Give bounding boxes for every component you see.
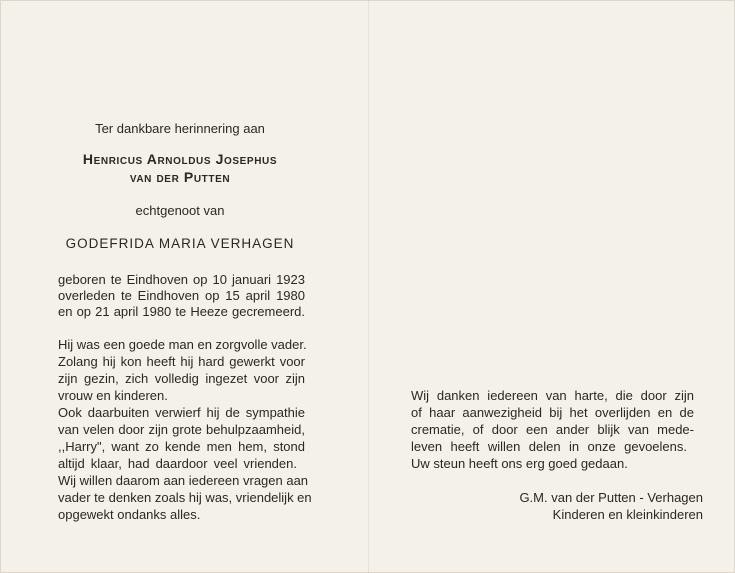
thanks-line: of haar aanwezigheid bij het overlijden en de bbox=[411, 405, 694, 420]
body-line: zijn gezin, zich volledig ingezet voor zijn bbox=[58, 371, 305, 386]
body-line: Zolang hij kon heeft hij hard gewerkt voor bbox=[58, 354, 305, 369]
deceased-name-line-2: van der Putten bbox=[129, 169, 231, 185]
signature-family-name: G.M. van der Putten - Verhagen bbox=[519, 490, 703, 505]
thanks-line: crematie, of door een ander blijk van mede- bbox=[411, 422, 694, 437]
body-line: Hij was een goede man en zorgvolle vader. bbox=[58, 337, 307, 352]
body-line: van velen door zijn grote behulpzaamheid, bbox=[58, 422, 305, 437]
body-line: Wij willen daarom aan iedereen vragen aan bbox=[58, 473, 309, 488]
body-line: altijd klaar, had daardoor veel vrienden. bbox=[58, 456, 297, 471]
thanks-line: Wij danken iedereen van harte, die door zijn bbox=[411, 388, 694, 403]
spouse-name: GODEFRIDA MARIA VERHAGEN bbox=[65, 236, 295, 251]
deceased-name-line-1: Henricus Arnoldus Josephus bbox=[82, 151, 278, 167]
body-line: ,,Harry", want zo kende men hem, stond bbox=[58, 439, 305, 454]
intro-text: Ter dankbare herinnering aan bbox=[95, 121, 265, 136]
date-line-cremation: en op 21 april 1980 te Heeze gecremeerd. bbox=[58, 304, 305, 319]
thanks-line: Uw steun heeft ons erg goed gedaan. bbox=[411, 456, 628, 471]
signature-children: Kinderen en kleinkinderen bbox=[552, 507, 703, 522]
date-line-birth: geboren te Eindhoven op 10 januari 1923 bbox=[58, 272, 305, 287]
date-line-death: overleden te Eindhoven op 15 april 1980 bbox=[58, 288, 305, 303]
body-line: vader te denken zoals hij was, vriendelijk en bbox=[58, 490, 312, 505]
body-line: vrouw en kinderen. bbox=[58, 388, 168, 403]
body-line: Ook daarbuiten verwierf hij de sympathie bbox=[58, 405, 305, 420]
thanks-line: leven heeft willen delen in onze gevoelens. bbox=[411, 439, 687, 454]
spouse-intro: echtgenoot van bbox=[135, 203, 225, 218]
card-fold-line bbox=[368, 0, 369, 573]
body-line: opgewekt ondanks alles. bbox=[58, 507, 201, 522]
